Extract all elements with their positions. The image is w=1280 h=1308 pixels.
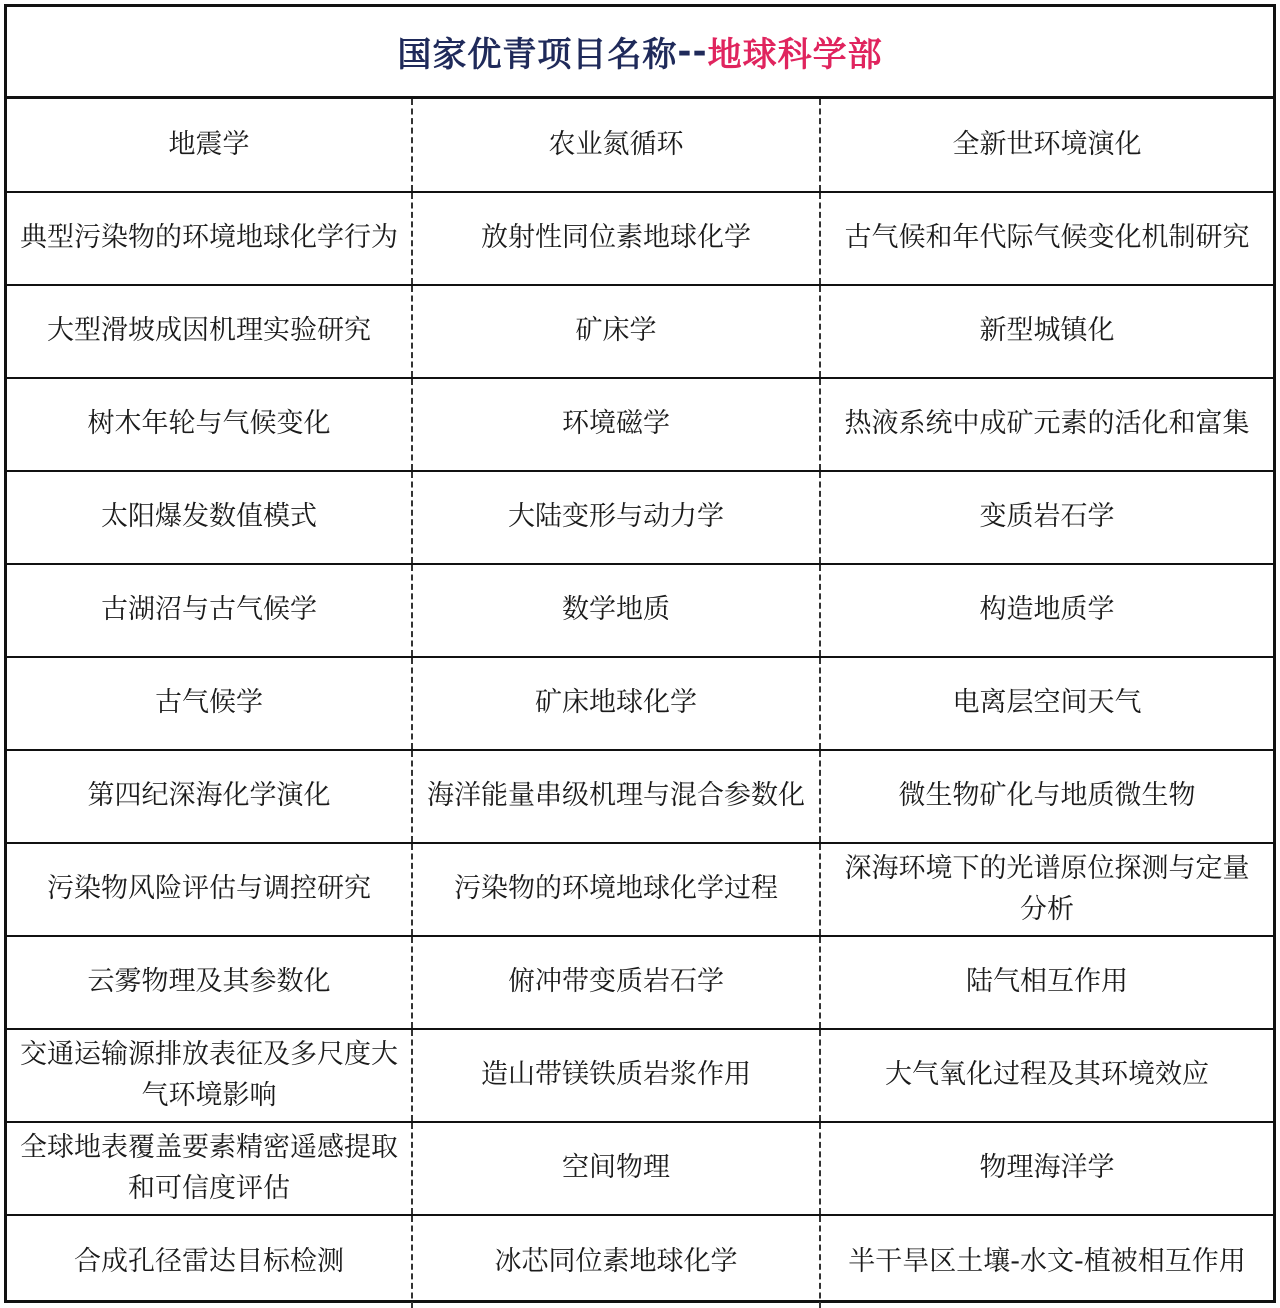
- table-cell: 合成孔径雷达目标检测: [7, 1215, 412, 1308]
- table-cell: 大型滑坡成因机理实验研究: [7, 285, 412, 378]
- project-table: [7, 99, 1273, 1308]
- table-cell: 古气候和年代际气候变化机制研究: [820, 192, 1273, 285]
- table-cell: 典型污染物的环境地球化学行为: [7, 192, 412, 285]
- table-row: [7, 285, 1273, 378]
- table-cell: 全球地表覆盖要素精密遥感提取和可信度评估: [7, 1122, 412, 1215]
- table-row: [7, 378, 1273, 471]
- table-cell: 古气候学: [7, 657, 412, 750]
- table-cell: 古湖沼与古气候学: [7, 564, 412, 657]
- table-cell: 矿床学: [412, 285, 820, 378]
- table-cell: 半干旱区土壤-水文-植被相互作用: [848, 1245, 1246, 1277]
- table-cell: 第四纪深海化学演化: [7, 750, 412, 843]
- table-cell: 电离层空间天气: [820, 657, 1273, 750]
- table-row: [7, 657, 1273, 750]
- table-cell: 地震学: [7, 99, 412, 192]
- table-cell: 树木年轮与气候变化: [7, 378, 412, 471]
- table-row: [7, 1215, 1273, 1308]
- table-cell: 变质岩石学: [820, 471, 1273, 564]
- table-cell: 数学地质: [412, 564, 820, 657]
- table-cell: 冰芯同位素地球化学: [412, 1215, 820, 1308]
- table-row: [7, 750, 1273, 843]
- title-separator: --: [677, 31, 708, 72]
- table-row: [7, 1029, 1273, 1122]
- table-row: [7, 936, 1273, 1029]
- table-cell: 污染物的环境地球化学过程: [412, 843, 820, 936]
- table-cell: 热液系统中成矿元素的活化和富集: [820, 378, 1273, 471]
- table-row: [7, 99, 1273, 192]
- table-row: [7, 843, 1273, 936]
- title-main: 国家优青项目名称: [397, 35, 678, 75]
- table-cell: 放射性同位素地球化学: [412, 192, 820, 285]
- table-row: [7, 192, 1273, 285]
- table-cell: 陆气相互作用: [820, 936, 1273, 1029]
- project-table-frame: [4, 4, 1276, 1303]
- table-cell: 大气氧化过程及其环境效应: [820, 1029, 1273, 1122]
- table-cell: 全新世环境演化: [820, 99, 1273, 192]
- table-cell: 物理海洋学: [820, 1122, 1273, 1215]
- table-cell: 构造地质学: [820, 564, 1273, 657]
- table-cell: 太阳爆发数值模式: [7, 471, 412, 564]
- table-cell: 农业氮循环: [412, 99, 820, 192]
- table-cell: 造山带镁铁质岩浆作用: [412, 1029, 820, 1122]
- table-cell: 大陆变形与动力学: [412, 471, 820, 564]
- table-cell: 深海环境下的光谱原位探测与定量分析: [820, 843, 1273, 936]
- table-cell: 交通运输源排放表征及多尺度大气环境影响: [7, 1029, 412, 1122]
- table-cell: 环境磁学: [412, 378, 820, 471]
- table-cell: 微生物矿化与地质微生物: [820, 750, 1273, 843]
- table-cell: 矿床地球化学: [412, 657, 820, 750]
- table-row: [7, 1122, 1273, 1215]
- title-accent: 地球科学部: [707, 35, 883, 75]
- table-row: [7, 564, 1273, 657]
- table-row: [7, 471, 1273, 564]
- table-cell: 云雾物理及其参数化: [7, 936, 412, 1029]
- table-cell: 空间物理: [412, 1122, 820, 1215]
- table-title: [7, 7, 1273, 99]
- table-cell: 新型城镇化: [820, 285, 1273, 378]
- table-cell: 海洋能量串级机理与混合参数化: [412, 750, 820, 843]
- table-cell: 俯冲带变质岩石学: [412, 936, 820, 1029]
- table-cell: 污染物风险评估与调控研究: [7, 843, 412, 936]
